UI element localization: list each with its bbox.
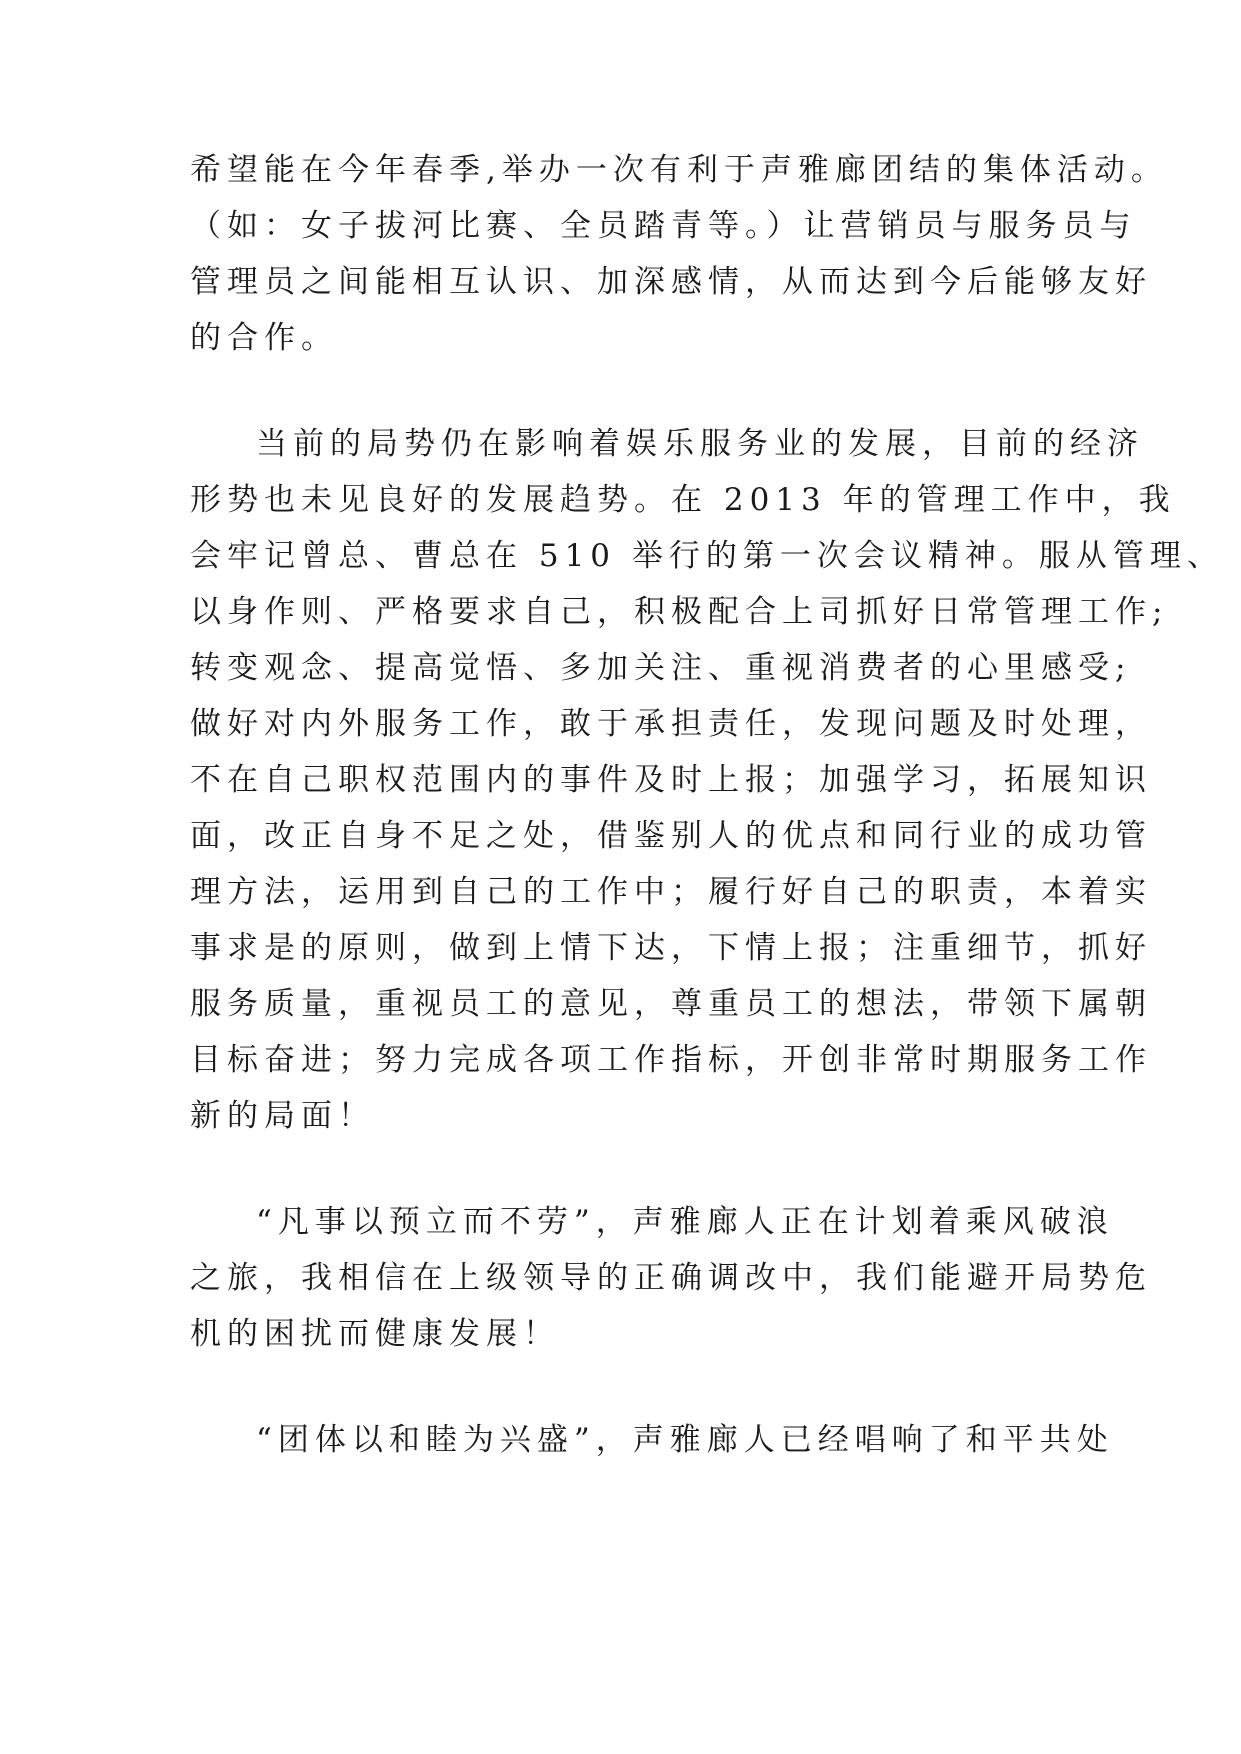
text-line: 服务质量，重视员工的意见，尊重员工的想法，带领下属朝	[190, 986, 1152, 1022]
text-line: 希望能在今年春季,举办一次有利于声雅廊团结的集体活动。	[190, 152, 1168, 188]
text-line: 当前的局势仍在影响着娱乐服务业的发展，目前的经济	[256, 426, 1144, 462]
text-line: 理方法，运用到自己的工作中；履行好自己的职责，本着实	[190, 874, 1152, 910]
text-line: 的合作。	[190, 320, 338, 356]
text-line: 事求是的原则，做到上情下达，下情上报；注重细节，抓好	[190, 930, 1152, 966]
text-line: （如：女子拔河比赛、全员踏青等。）让营销员与服务员与	[190, 208, 1137, 244]
text-line: 面，改正自身不足之处，借鉴别人的优点和同行业的成功管	[190, 818, 1152, 854]
text-line: 以身作则、严格要求自己，积极配合上司抓好日常管理工作;	[190, 594, 1169, 630]
text-line: “凡事以预立而不劳”，声雅廊人正在计划着乘风破浪	[256, 1204, 1114, 1240]
text-line: 做好对内外服务工作，敢于承担责任，发现问题及时处理，	[190, 706, 1152, 742]
text-line: 转变观念、提高觉悟、多加关注、重视消费者的心里感受;	[190, 650, 1132, 686]
text-line: 目标奋进；努力完成各项工作指标，开创非常时期服务工作	[190, 1042, 1152, 1078]
text-line: 管理员之间能相互认识、加深感情，从而达到今后能够友好	[190, 264, 1152, 300]
text-line: 不在自己职权范围内的事件及时上报；加强学习，拓展知识	[190, 762, 1152, 798]
text-line: 形势也未见良好的发展趋势。在 2013 年的管理工作中，我	[190, 482, 1176, 518]
text-line: 之旅，我相信在上级领导的正确调改中，我们能避开局势危	[190, 1260, 1152, 1296]
text-line: 机的困扰而健康发展！	[190, 1316, 560, 1352]
text-line: 新的局面！	[190, 1098, 375, 1134]
text-line: “团体以和睦为兴盛”，声雅廊人已经唱响了和平共处	[256, 1422, 1114, 1458]
text-line: 会牢记曾总、曹总在 510 举行的第一次会议精神。服从管理、	[190, 538, 1224, 574]
